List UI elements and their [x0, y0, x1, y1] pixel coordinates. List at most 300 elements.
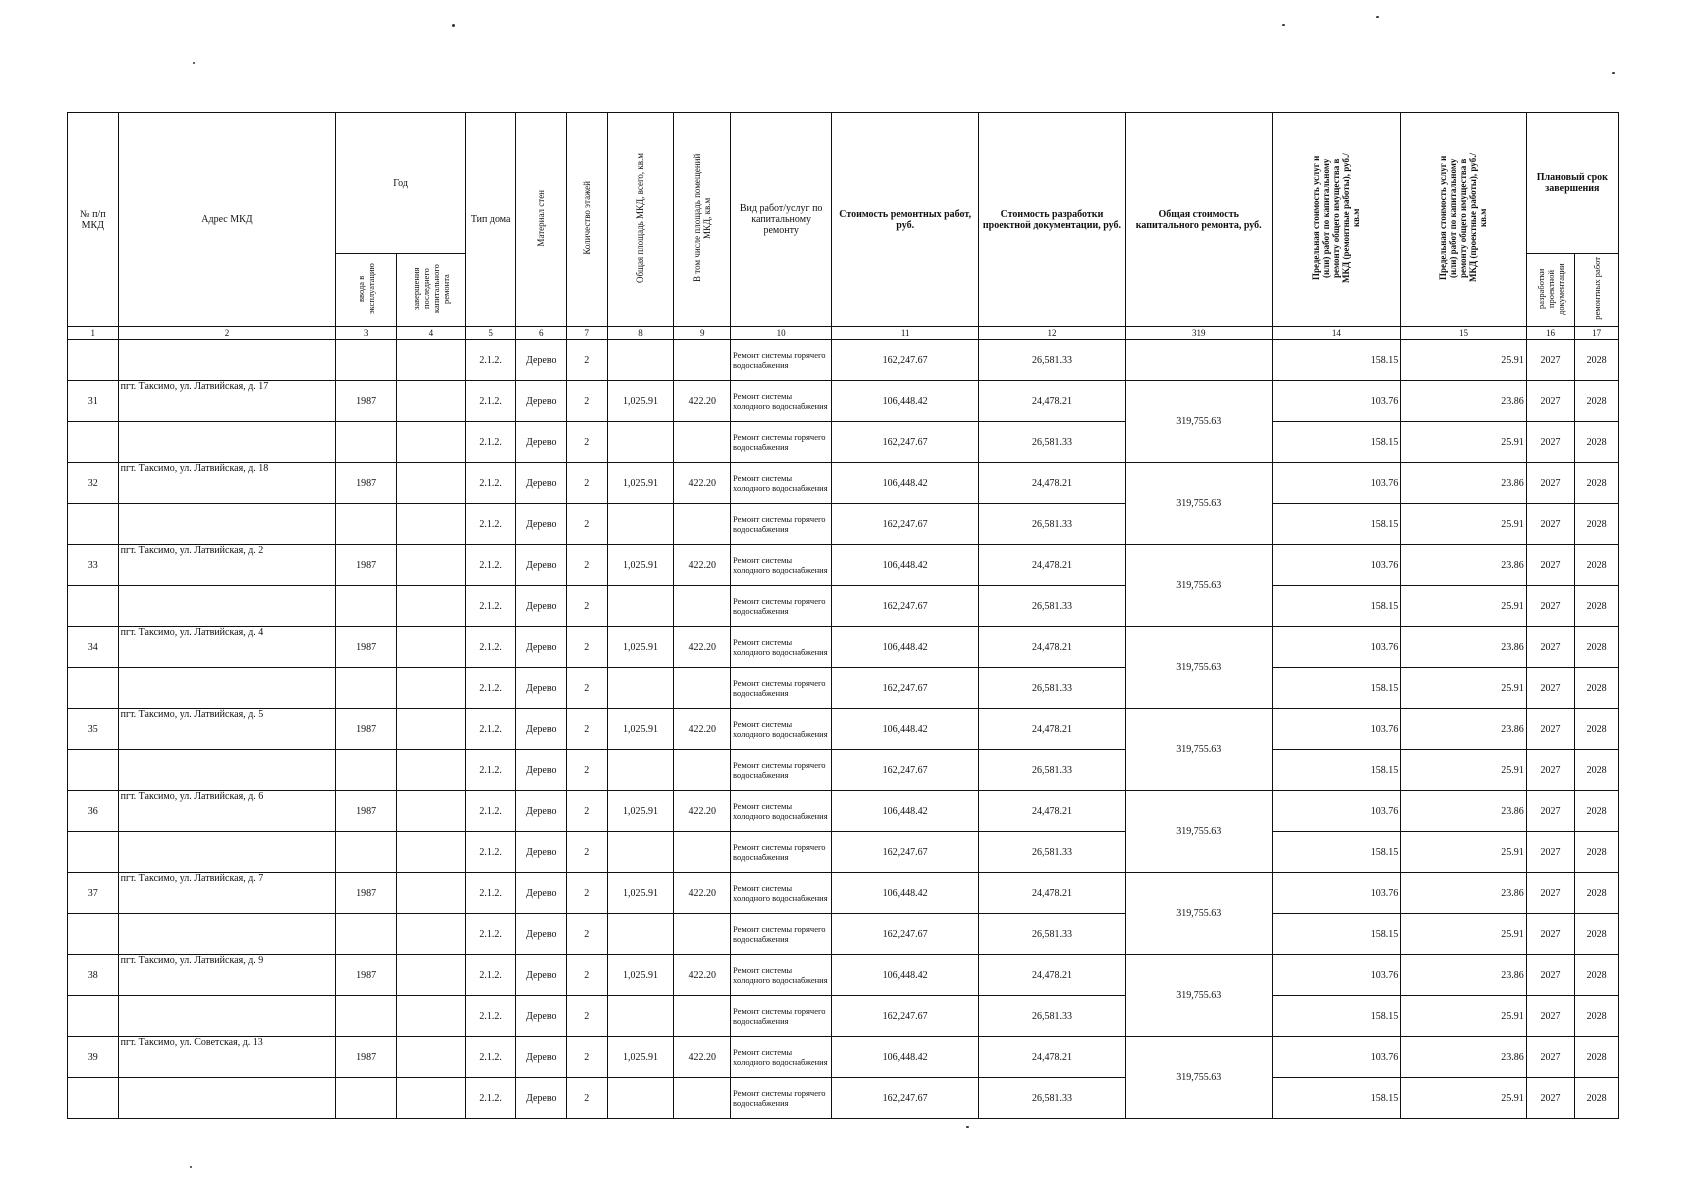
year-cell: 1987: [336, 709, 397, 750]
table-header-row: [68, 113, 1619, 254]
premises-area-cell: 422.20: [674, 791, 731, 832]
work-type-cell: Ремонт системы горячего водоснабжения: [731, 1078, 832, 1119]
repair-cost-cell: 162,247.67: [832, 1078, 979, 1119]
header-total-cost: Общая стоимость капитального ремонта, руб.: [1125, 113, 1272, 327]
last-repair-cell: [397, 422, 466, 463]
column-number-cell: 7: [567, 327, 607, 340]
year-cell: 1987: [336, 627, 397, 668]
deadline-repair-cell: 2028: [1575, 1037, 1619, 1078]
deadline-design-cell: 2027: [1526, 422, 1575, 463]
limit-design-cell: 23.86: [1401, 791, 1527, 832]
premises-area-cell: [674, 340, 731, 381]
design-cost-cell: 24,478.21: [979, 627, 1126, 668]
premises-area-cell: 422.20: [674, 955, 731, 996]
design-cost-cell: 26,581.33: [979, 504, 1126, 545]
material-cell: Дерево: [516, 668, 567, 709]
address-cell: пгт. Таксимо, ул. Латвийская, д. 17: [118, 381, 336, 422]
column-number-cell: 4: [397, 327, 466, 340]
deadline-design-cell: 2027: [1526, 668, 1575, 709]
floors-cell: 2: [567, 914, 607, 955]
header-floors: Количество этажей: [567, 113, 607, 327]
total-cost-cell: 319,755.63: [1125, 955, 1272, 1037]
table-row: [68, 1078, 1619, 1119]
work-type-cell: Ремонт системы холодного водоснабжения: [731, 709, 832, 750]
design-cost-cell: 26,581.33: [979, 750, 1126, 791]
address-cell: [118, 996, 336, 1037]
total-cost-cell: [1125, 340, 1272, 381]
limit-repair-cell: 158.15: [1272, 586, 1401, 627]
row-num-cell: [68, 832, 119, 873]
repair-cost-cell: 162,247.67: [832, 996, 979, 1037]
house-type-cell: 2.1.2.: [465, 1037, 516, 1078]
house-type-cell: 2.1.2.: [465, 504, 516, 545]
premises-area-cell: [674, 668, 731, 709]
work-type-cell: Ремонт системы горячего водоснабжения: [731, 586, 832, 627]
floors-cell: 2: [567, 996, 607, 1037]
table-row: [68, 791, 1619, 832]
repair-cost-cell: 106,448.42: [832, 709, 979, 750]
deadline-repair-cell: 2028: [1575, 422, 1619, 463]
row-num-cell: [68, 422, 119, 463]
row-num-cell: 33: [68, 545, 119, 586]
year-cell: [336, 586, 397, 627]
design-cost-cell: 24,478.21: [979, 545, 1126, 586]
floors-cell: 2: [567, 668, 607, 709]
header-limit-repair: Предельная стоимость услуг и (или) работ по капитальному ремонту общего имущества в МКД (ремонтные работы), руб./кв.м: [1272, 113, 1401, 327]
premises-area-cell: [674, 1078, 731, 1119]
work-type-cell: Ремонт системы горячего водоснабжения: [731, 504, 832, 545]
deadline-repair-cell: 2028: [1575, 750, 1619, 791]
deadline-repair-cell: 2028: [1575, 668, 1619, 709]
table-row: [68, 340, 1619, 381]
scan-speck: [193, 62, 195, 64]
last-repair-cell: [397, 627, 466, 668]
year-cell: [336, 1078, 397, 1119]
total-area-cell: 1,025.91: [607, 791, 674, 832]
column-number-cell: 15: [1401, 327, 1527, 340]
premises-area-cell: [674, 750, 731, 791]
total-area-cell: 1,025.91: [607, 381, 674, 422]
design-cost-cell: 24,478.21: [979, 791, 1126, 832]
address-cell: [118, 1078, 336, 1119]
table-row: [68, 627, 1619, 668]
address-cell: [118, 832, 336, 873]
material-cell: Дерево: [516, 381, 567, 422]
work-type-cell: Ремонт системы горячего водоснабжения: [731, 340, 832, 381]
material-cell: Дерево: [516, 545, 567, 586]
floors-cell: 2: [567, 873, 607, 914]
material-cell: Дерево: [516, 463, 567, 504]
column-number-cell: 8: [607, 327, 674, 340]
limit-design-cell: 25.91: [1401, 750, 1527, 791]
address-cell: пгт. Таксимо, ул. Латвийская, д. 4: [118, 627, 336, 668]
limit-repair-cell: 103.76: [1272, 463, 1401, 504]
column-number-cell: 319: [1125, 327, 1272, 340]
material-cell: Дерево: [516, 1078, 567, 1119]
deadline-design-cell: 2027: [1526, 955, 1575, 996]
design-cost-cell: 24,478.21: [979, 381, 1126, 422]
premises-area-cell: 422.20: [674, 545, 731, 586]
last-repair-cell: [397, 504, 466, 545]
total-cost-cell: 319,755.63: [1125, 381, 1272, 463]
limit-design-cell: 23.86: [1401, 709, 1527, 750]
column-number-cell: 12: [979, 327, 1126, 340]
last-repair-cell: [397, 955, 466, 996]
address-cell: [118, 422, 336, 463]
repair-cost-cell: 106,448.42: [832, 545, 979, 586]
last-repair-cell: [397, 996, 466, 1037]
capital-repair-table: [67, 112, 1619, 1119]
total-cost-cell: 319,755.63: [1125, 463, 1272, 545]
year-cell: [336, 832, 397, 873]
deadline-design-cell: 2027: [1526, 340, 1575, 381]
limit-design-cell: 23.86: [1401, 627, 1527, 668]
premises-area-cell: 422.20: [674, 873, 731, 914]
column-number-cell: 3: [336, 327, 397, 340]
material-cell: Дерево: [516, 791, 567, 832]
material-cell: Дерево: [516, 504, 567, 545]
house-type-cell: 2.1.2.: [465, 627, 516, 668]
repair-cost-cell: 162,247.67: [832, 668, 979, 709]
total-cost-cell: 319,755.63: [1125, 709, 1272, 791]
deadline-design-cell: 2027: [1526, 463, 1575, 504]
deadline-repair-cell: 2028: [1575, 627, 1619, 668]
design-cost-cell: 26,581.33: [979, 422, 1126, 463]
scan-speck: [1612, 72, 1615, 74]
table-row: [68, 1037, 1619, 1078]
limit-repair-cell: 158.15: [1272, 914, 1401, 955]
deadline-repair-cell: 2028: [1575, 1078, 1619, 1119]
material-cell: Дерево: [516, 709, 567, 750]
total-cost-cell: 319,755.63: [1125, 791, 1272, 873]
floors-cell: 2: [567, 504, 607, 545]
material-cell: Дерево: [516, 340, 567, 381]
limit-design-cell: 23.86: [1401, 545, 1527, 586]
deadline-repair-cell: 2028: [1575, 873, 1619, 914]
table-row: [68, 463, 1619, 504]
row-num-cell: 38: [68, 955, 119, 996]
limit-design-cell: 25.91: [1401, 914, 1527, 955]
material-cell: Дерево: [516, 914, 567, 955]
limit-repair-cell: 103.76: [1272, 791, 1401, 832]
premises-area-cell: 422.20: [674, 463, 731, 504]
repair-cost-cell: 162,247.67: [832, 750, 979, 791]
floors-cell: 2: [567, 791, 607, 832]
design-cost-cell: 26,581.33: [979, 340, 1126, 381]
address-cell: пгт. Таксимо, ул. Латвийская, д. 18: [118, 463, 336, 504]
address-cell: пгт. Таксимо, ул. Латвийская, д. 2: [118, 545, 336, 586]
year-cell: 1987: [336, 955, 397, 996]
work-type-cell: Ремонт системы горячего водоснабжения: [731, 750, 832, 791]
house-type-cell: 2.1.2.: [465, 750, 516, 791]
house-type-cell: 2.1.2.: [465, 422, 516, 463]
limit-design-cell: 25.91: [1401, 832, 1527, 873]
last-repair-cell: [397, 832, 466, 873]
table-body: [68, 340, 1619, 1119]
deadline-repair-cell: 2028: [1575, 504, 1619, 545]
limit-repair-cell: 158.15: [1272, 504, 1401, 545]
limit-design-cell: 25.91: [1401, 422, 1527, 463]
last-repair-cell: [397, 668, 466, 709]
address-cell: пгт. Таксимо, ул. Латвийская, д. 7: [118, 873, 336, 914]
floors-cell: 2: [567, 750, 607, 791]
year-cell: 1987: [336, 791, 397, 832]
row-num-cell: 36: [68, 791, 119, 832]
deadline-repair-cell: 2028: [1575, 545, 1619, 586]
row-num-cell: [68, 586, 119, 627]
limit-repair-cell: 103.76: [1272, 381, 1401, 422]
total-area-cell: 1,025.91: [607, 709, 674, 750]
limit-design-cell: 25.91: [1401, 996, 1527, 1037]
total-area-cell: 1,025.91: [607, 955, 674, 996]
address-cell: [118, 340, 336, 381]
work-type-cell: Ремонт системы холодного водоснабжения: [731, 873, 832, 914]
material-cell: Дерево: [516, 996, 567, 1037]
material-cell: Дерево: [516, 832, 567, 873]
repair-cost-cell: 106,448.42: [832, 463, 979, 504]
last-repair-cell: [397, 545, 466, 586]
column-number-cell: 11: [832, 327, 979, 340]
premises-area-cell: 422.20: [674, 627, 731, 668]
total-area-cell: [607, 914, 674, 955]
total-cost-cell: 319,755.63: [1125, 873, 1272, 955]
deadline-design-cell: 2027: [1526, 873, 1575, 914]
year-cell: 1987: [336, 1037, 397, 1078]
deadline-repair-cell: 2028: [1575, 791, 1619, 832]
table-row: [68, 709, 1619, 750]
total-area-cell: [607, 340, 674, 381]
last-repair-cell: [397, 873, 466, 914]
deadline-design-cell: 2027: [1526, 709, 1575, 750]
repair-cost-cell: 162,247.67: [832, 914, 979, 955]
year-cell: 1987: [336, 545, 397, 586]
year-cell: 1987: [336, 873, 397, 914]
limit-design-cell: 23.86: [1401, 873, 1527, 914]
address-cell: пгт. Таксимо, ул. Латвийская, д. 5: [118, 709, 336, 750]
premises-area-cell: [674, 914, 731, 955]
limit-design-cell: 25.91: [1401, 340, 1527, 381]
address-cell: [118, 586, 336, 627]
deadline-repair-cell: 2028: [1575, 996, 1619, 1037]
row-num-cell: [68, 668, 119, 709]
premises-area-cell: [674, 586, 731, 627]
header-premises-area: В том числе площадь помещений МКД, кв.м: [674, 113, 731, 327]
premises-area-cell: [674, 832, 731, 873]
design-cost-cell: 26,581.33: [979, 1078, 1126, 1119]
limit-design-cell: 23.86: [1401, 1037, 1527, 1078]
material-cell: Дерево: [516, 873, 567, 914]
house-type-cell: 2.1.2.: [465, 340, 516, 381]
year-cell: [336, 340, 397, 381]
house-type-cell: 2.1.2.: [465, 381, 516, 422]
total-area-cell: 1,025.91: [607, 627, 674, 668]
row-num-cell: [68, 504, 119, 545]
floors-cell: 2: [567, 381, 607, 422]
floors-cell: 2: [567, 627, 607, 668]
scan-speck: [1376, 16, 1379, 18]
deadline-design-cell: 2027: [1526, 381, 1575, 422]
repair-cost-cell: 162,247.67: [832, 422, 979, 463]
column-number-cell: 2: [118, 327, 336, 340]
work-type-cell: Ремонт системы горячего водоснабжения: [731, 668, 832, 709]
row-num-cell: [68, 996, 119, 1037]
year-cell: [336, 996, 397, 1037]
repair-cost-cell: 162,247.67: [832, 586, 979, 627]
design-cost-cell: 24,478.21: [979, 709, 1126, 750]
table-row: [68, 832, 1619, 873]
work-type-cell: Ремонт системы холодного водоснабжения: [731, 463, 832, 504]
material-cell: Дерево: [516, 586, 567, 627]
last-repair-cell: [397, 750, 466, 791]
material-cell: Дерево: [516, 422, 567, 463]
row-num-cell: [68, 1078, 119, 1119]
column-number-cell: 16: [1526, 327, 1575, 340]
year-cell: [336, 504, 397, 545]
limit-repair-cell: 103.76: [1272, 627, 1401, 668]
last-repair-cell: [397, 791, 466, 832]
house-type-cell: 2.1.2.: [465, 832, 516, 873]
row-num-cell: [68, 914, 119, 955]
house-type-cell: 2.1.2.: [465, 1078, 516, 1119]
design-cost-cell: 26,581.33: [979, 832, 1126, 873]
column-number-cell: 10: [731, 327, 832, 340]
house-type-cell: 2.1.2.: [465, 463, 516, 504]
year-cell: 1987: [336, 381, 397, 422]
last-repair-cell: [397, 381, 466, 422]
house-type-cell: 2.1.2.: [465, 914, 516, 955]
repair-cost-cell: 106,448.42: [832, 381, 979, 422]
total-area-cell: [607, 1078, 674, 1119]
limit-design-cell: 25.91: [1401, 668, 1527, 709]
address-cell: пгт. Таксимо, ул. Латвийская, д. 9: [118, 955, 336, 996]
total-area-cell: [607, 586, 674, 627]
repair-cost-cell: 162,247.67: [832, 504, 979, 545]
scan-speck: [1282, 24, 1285, 26]
deadline-design-cell: 2027: [1526, 627, 1575, 668]
column-number-cell: 14: [1272, 327, 1401, 340]
floors-cell: 2: [567, 340, 607, 381]
repair-cost-cell: 106,448.42: [832, 1037, 979, 1078]
deadline-repair-cell: 2028: [1575, 832, 1619, 873]
total-area-cell: [607, 996, 674, 1037]
total-area-cell: 1,025.91: [607, 1037, 674, 1078]
work-type-cell: Ремонт системы холодного водоснабжения: [731, 1037, 832, 1078]
deadline-design-cell: 2027: [1526, 914, 1575, 955]
address-cell: пгт. Таксимо, ул. Латвийская, д. 6: [118, 791, 336, 832]
header-repair-cost: Стоимость ремонтных работ, руб.: [832, 113, 979, 327]
year-cell: [336, 422, 397, 463]
scan-speck: [452, 24, 455, 27]
column-number-cell: 17: [1575, 327, 1619, 340]
limit-repair-cell: 103.76: [1272, 709, 1401, 750]
header-wall-material: Материал стен: [516, 113, 567, 327]
header-work-type: Вид работ/услуг по капитальному ремонту: [731, 113, 832, 327]
total-area-cell: [607, 668, 674, 709]
table-row: [68, 381, 1619, 422]
header-house-type: Тип дома: [465, 113, 516, 327]
header-deadline: Плановый срок завершения: [1526, 113, 1618, 254]
limit-repair-cell: 158.15: [1272, 750, 1401, 791]
design-cost-cell: 26,581.33: [979, 586, 1126, 627]
table-row: [68, 873, 1619, 914]
repair-cost-cell: 106,448.42: [832, 873, 979, 914]
table-row: [68, 586, 1619, 627]
design-cost-cell: 24,478.21: [979, 1037, 1126, 1078]
scan-speck: [966, 1126, 969, 1128]
column-number-cell: 9: [674, 327, 731, 340]
deadline-design-cell: 2027: [1526, 750, 1575, 791]
limit-repair-cell: 158.15: [1272, 668, 1401, 709]
design-cost-cell: 24,478.21: [979, 955, 1126, 996]
limit-repair-cell: 158.15: [1272, 996, 1401, 1037]
address-cell: [118, 668, 336, 709]
design-cost-cell: 26,581.33: [979, 914, 1126, 955]
limit-design-cell: 25.91: [1401, 586, 1527, 627]
header-year-commission: ввода в эксплуатацию: [336, 254, 397, 327]
year-cell: 1987: [336, 463, 397, 504]
last-repair-cell: [397, 463, 466, 504]
deadline-repair-cell: 2028: [1575, 381, 1619, 422]
total-cost-cell: 319,755.63: [1125, 627, 1272, 709]
house-type-cell: 2.1.2.: [465, 791, 516, 832]
row-num-cell: [68, 340, 119, 381]
limit-repair-cell: 103.76: [1272, 545, 1401, 586]
premises-area-cell: [674, 996, 731, 1037]
last-repair-cell: [397, 709, 466, 750]
limit-repair-cell: 158.15: [1272, 1078, 1401, 1119]
work-type-cell: Ремонт системы горячего водоснабжения: [731, 832, 832, 873]
floors-cell: 2: [567, 545, 607, 586]
repair-cost-cell: 106,448.42: [832, 955, 979, 996]
deadline-design-cell: 2027: [1526, 996, 1575, 1037]
repair-cost-cell: 106,448.42: [832, 627, 979, 668]
table-row: [68, 996, 1619, 1037]
year-cell: [336, 668, 397, 709]
work-type-cell: Ремонт системы холодного водоснабжения: [731, 381, 832, 422]
design-cost-cell: 26,581.33: [979, 668, 1126, 709]
floors-cell: 2: [567, 586, 607, 627]
row-num-cell: 39: [68, 1037, 119, 1078]
repair-cost-cell: 106,448.42: [832, 791, 979, 832]
total-area-cell: 1,025.91: [607, 463, 674, 504]
table-row: [68, 545, 1619, 586]
total-cost-cell: 319,755.63: [1125, 545, 1272, 627]
work-type-cell: Ремонт системы холодного водоснабжения: [731, 955, 832, 996]
header-year-last-repair: завершения последнего капитального ремонта: [397, 254, 466, 327]
deadline-design-cell: 2027: [1526, 545, 1575, 586]
last-repair-cell: [397, 1037, 466, 1078]
header-limit-design: Предельная стоимость услуг и (или) работ по капитальному ремонту общего имущества в МКД (проектные работы), руб./кв.м: [1401, 113, 1527, 327]
header-deadline-repair: ремонтных работ: [1575, 254, 1619, 327]
design-cost-cell: 24,478.21: [979, 463, 1126, 504]
work-type-cell: Ремонт системы горячего водоснабжения: [731, 996, 832, 1037]
row-num-cell: 32: [68, 463, 119, 504]
table-row: [68, 422, 1619, 463]
table-row: [68, 750, 1619, 791]
table-row: [68, 668, 1619, 709]
column-number-cell: 5: [465, 327, 516, 340]
premises-area-cell: 422.20: [674, 709, 731, 750]
header-year: Год: [336, 113, 466, 254]
deadline-repair-cell: 2028: [1575, 463, 1619, 504]
address-cell: [118, 914, 336, 955]
deadline-repair-cell: 2028: [1575, 914, 1619, 955]
premises-area-cell: [674, 504, 731, 545]
address-cell: пгт. Таксимо, ул. Советская, д. 13: [118, 1037, 336, 1078]
limit-design-cell: 23.86: [1401, 463, 1527, 504]
floors-cell: 2: [567, 1078, 607, 1119]
last-repair-cell: [397, 586, 466, 627]
